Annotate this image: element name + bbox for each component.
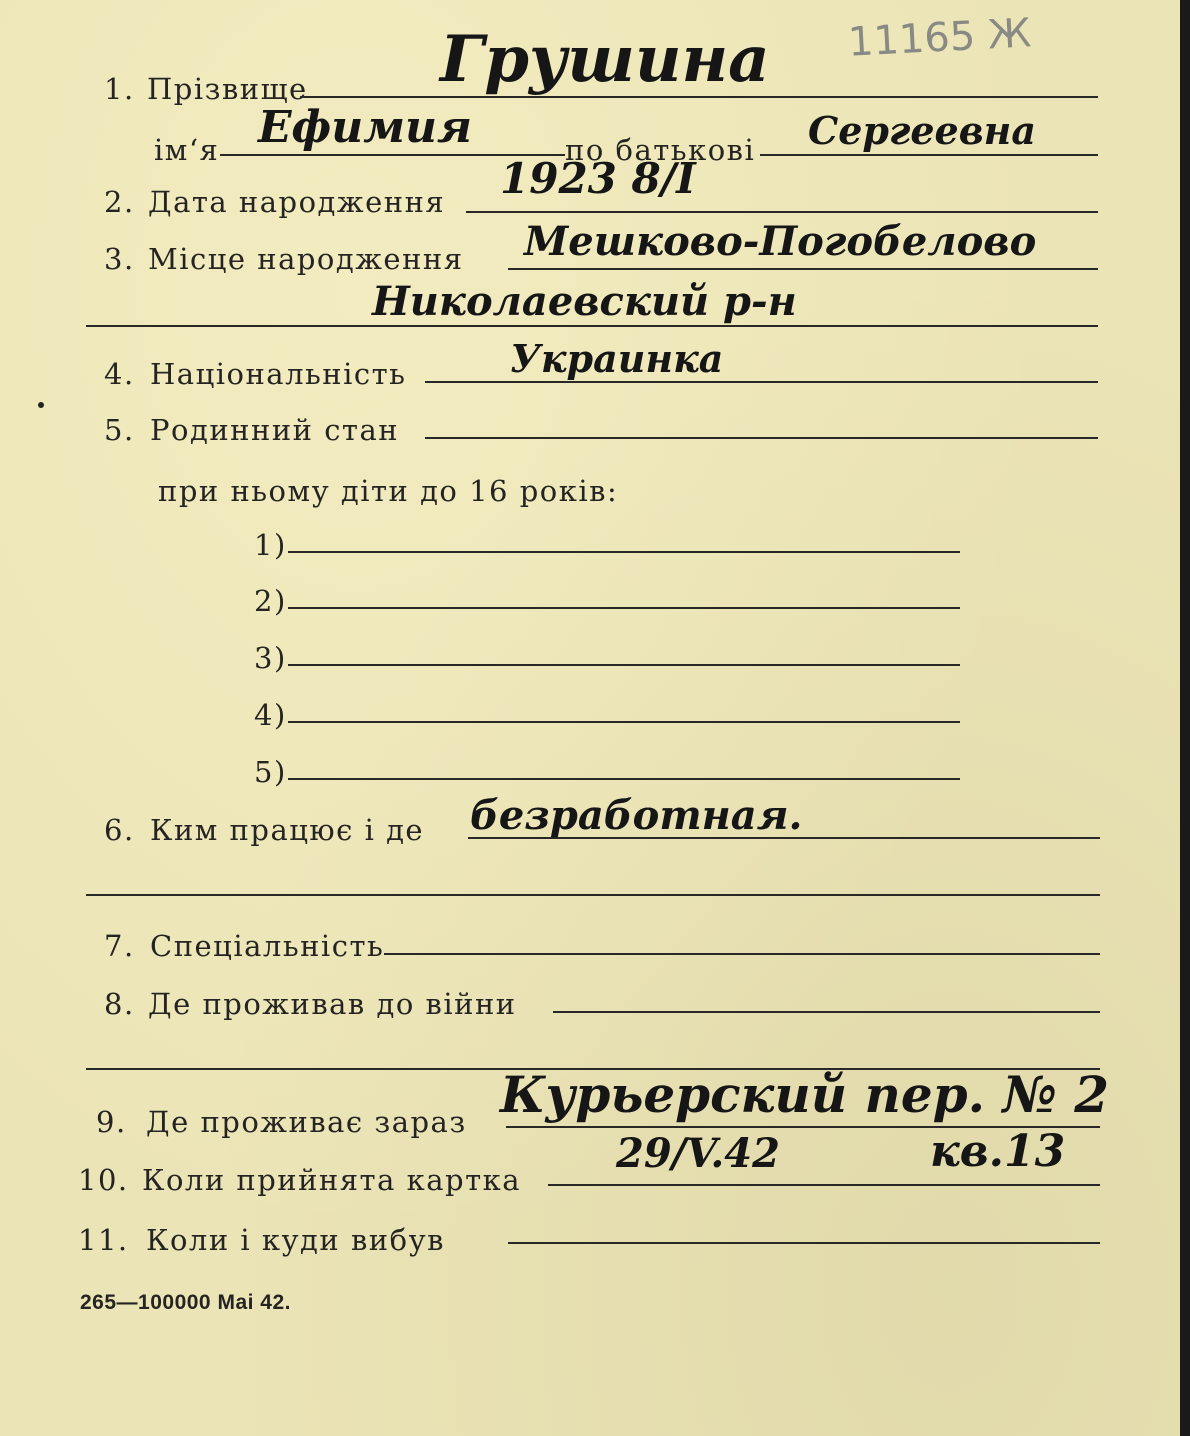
child-5-line — [288, 778, 960, 780]
field-3-number: 3. — [104, 242, 135, 276]
patronymic-line — [760, 154, 1098, 156]
nationality-line — [425, 381, 1098, 383]
child-1-label: 1) — [254, 528, 287, 562]
surname-value[interactable]: Грушина — [440, 22, 770, 97]
field-5-label: Родинний стан — [150, 413, 400, 447]
field-11-number: 11. — [78, 1223, 129, 1257]
archive-number: 11165 Ж — [846, 10, 1033, 66]
field-8-number: 8. — [104, 987, 135, 1021]
field-9-number: 9. — [96, 1105, 127, 1139]
field-4-label: Національність — [150, 357, 407, 391]
field-11-label: Коли і куди вибув — [146, 1223, 445, 1257]
occupation-value[interactable]: безработная. — [470, 792, 803, 839]
field-1-number: 1. — [104, 72, 135, 106]
card-accepted-line — [548, 1184, 1100, 1186]
nationality-value[interactable]: Украинка — [510, 336, 724, 381]
specialty-line — [384, 953, 1100, 955]
departure-line — [508, 1242, 1100, 1244]
prewar-residence-line — [553, 1011, 1100, 1013]
card-accepted-date[interactable]: 29/V.42 — [616, 1130, 780, 1177]
apartment-value[interactable]: кв.13 — [930, 1126, 1066, 1177]
child-2-line — [288, 607, 960, 609]
field-1-label: Прізвище — [147, 72, 308, 106]
name-value[interactable]: Ефимия — [258, 102, 473, 153]
field-9-label: Де проживає зараз — [146, 1105, 467, 1139]
child-4-line — [288, 721, 960, 723]
field-2-label: Дата народження — [148, 185, 446, 219]
print-run-mark: 265—100000 Mai 42. — [80, 1291, 291, 1314]
field-4-number: 4. — [104, 357, 135, 391]
child-1-line — [288, 551, 960, 553]
family-status-line — [425, 437, 1098, 439]
children-label: при ньому діти до 16 років: — [158, 474, 619, 508]
field-7-number: 7. — [104, 929, 135, 963]
patronymic-value[interactable]: Сергеевна — [808, 108, 1036, 153]
occupation-line-2 — [86, 894, 1100, 896]
ink-dot — [38, 402, 44, 408]
field-10-label: Коли прийнята картка — [142, 1163, 522, 1197]
field-7-label: Спеціальність — [150, 929, 385, 963]
birthdate-line — [466, 211, 1098, 213]
child-3-line — [288, 664, 960, 666]
field-5-number: 5. — [104, 413, 135, 447]
name-label: ім‘я — [154, 133, 220, 167]
field-3-label: Місце народження — [148, 242, 464, 276]
child-5-label: 5) — [254, 755, 287, 789]
card-edge — [1180, 0, 1186, 1436]
field-6-number: 6. — [104, 813, 135, 847]
birthplace-line — [508, 268, 1098, 270]
field-6-label: Ким працює і де — [150, 813, 425, 847]
birthplace-line-2 — [86, 325, 1098, 327]
current-residence-value[interactable]: Курьерский пер. № 2 — [500, 1065, 1109, 1124]
birthplace-value-line-1[interactable]: Мешково-Погобелово — [524, 218, 1037, 265]
child-3-label: 3) — [254, 641, 287, 675]
field-2-number: 2. — [104, 185, 135, 219]
birthdate-value[interactable]: 1923 8/I — [500, 154, 696, 203]
patronymic-label: по батькові — [565, 133, 756, 167]
child-4-label: 4) — [254, 698, 287, 732]
birthplace-value-line-2[interactable]: Николаевский р-н — [372, 278, 797, 325]
child-2-label: 2) — [254, 584, 287, 618]
field-8-label: Де проживав до війни — [148, 987, 517, 1021]
field-10-number: 10. — [78, 1163, 129, 1197]
